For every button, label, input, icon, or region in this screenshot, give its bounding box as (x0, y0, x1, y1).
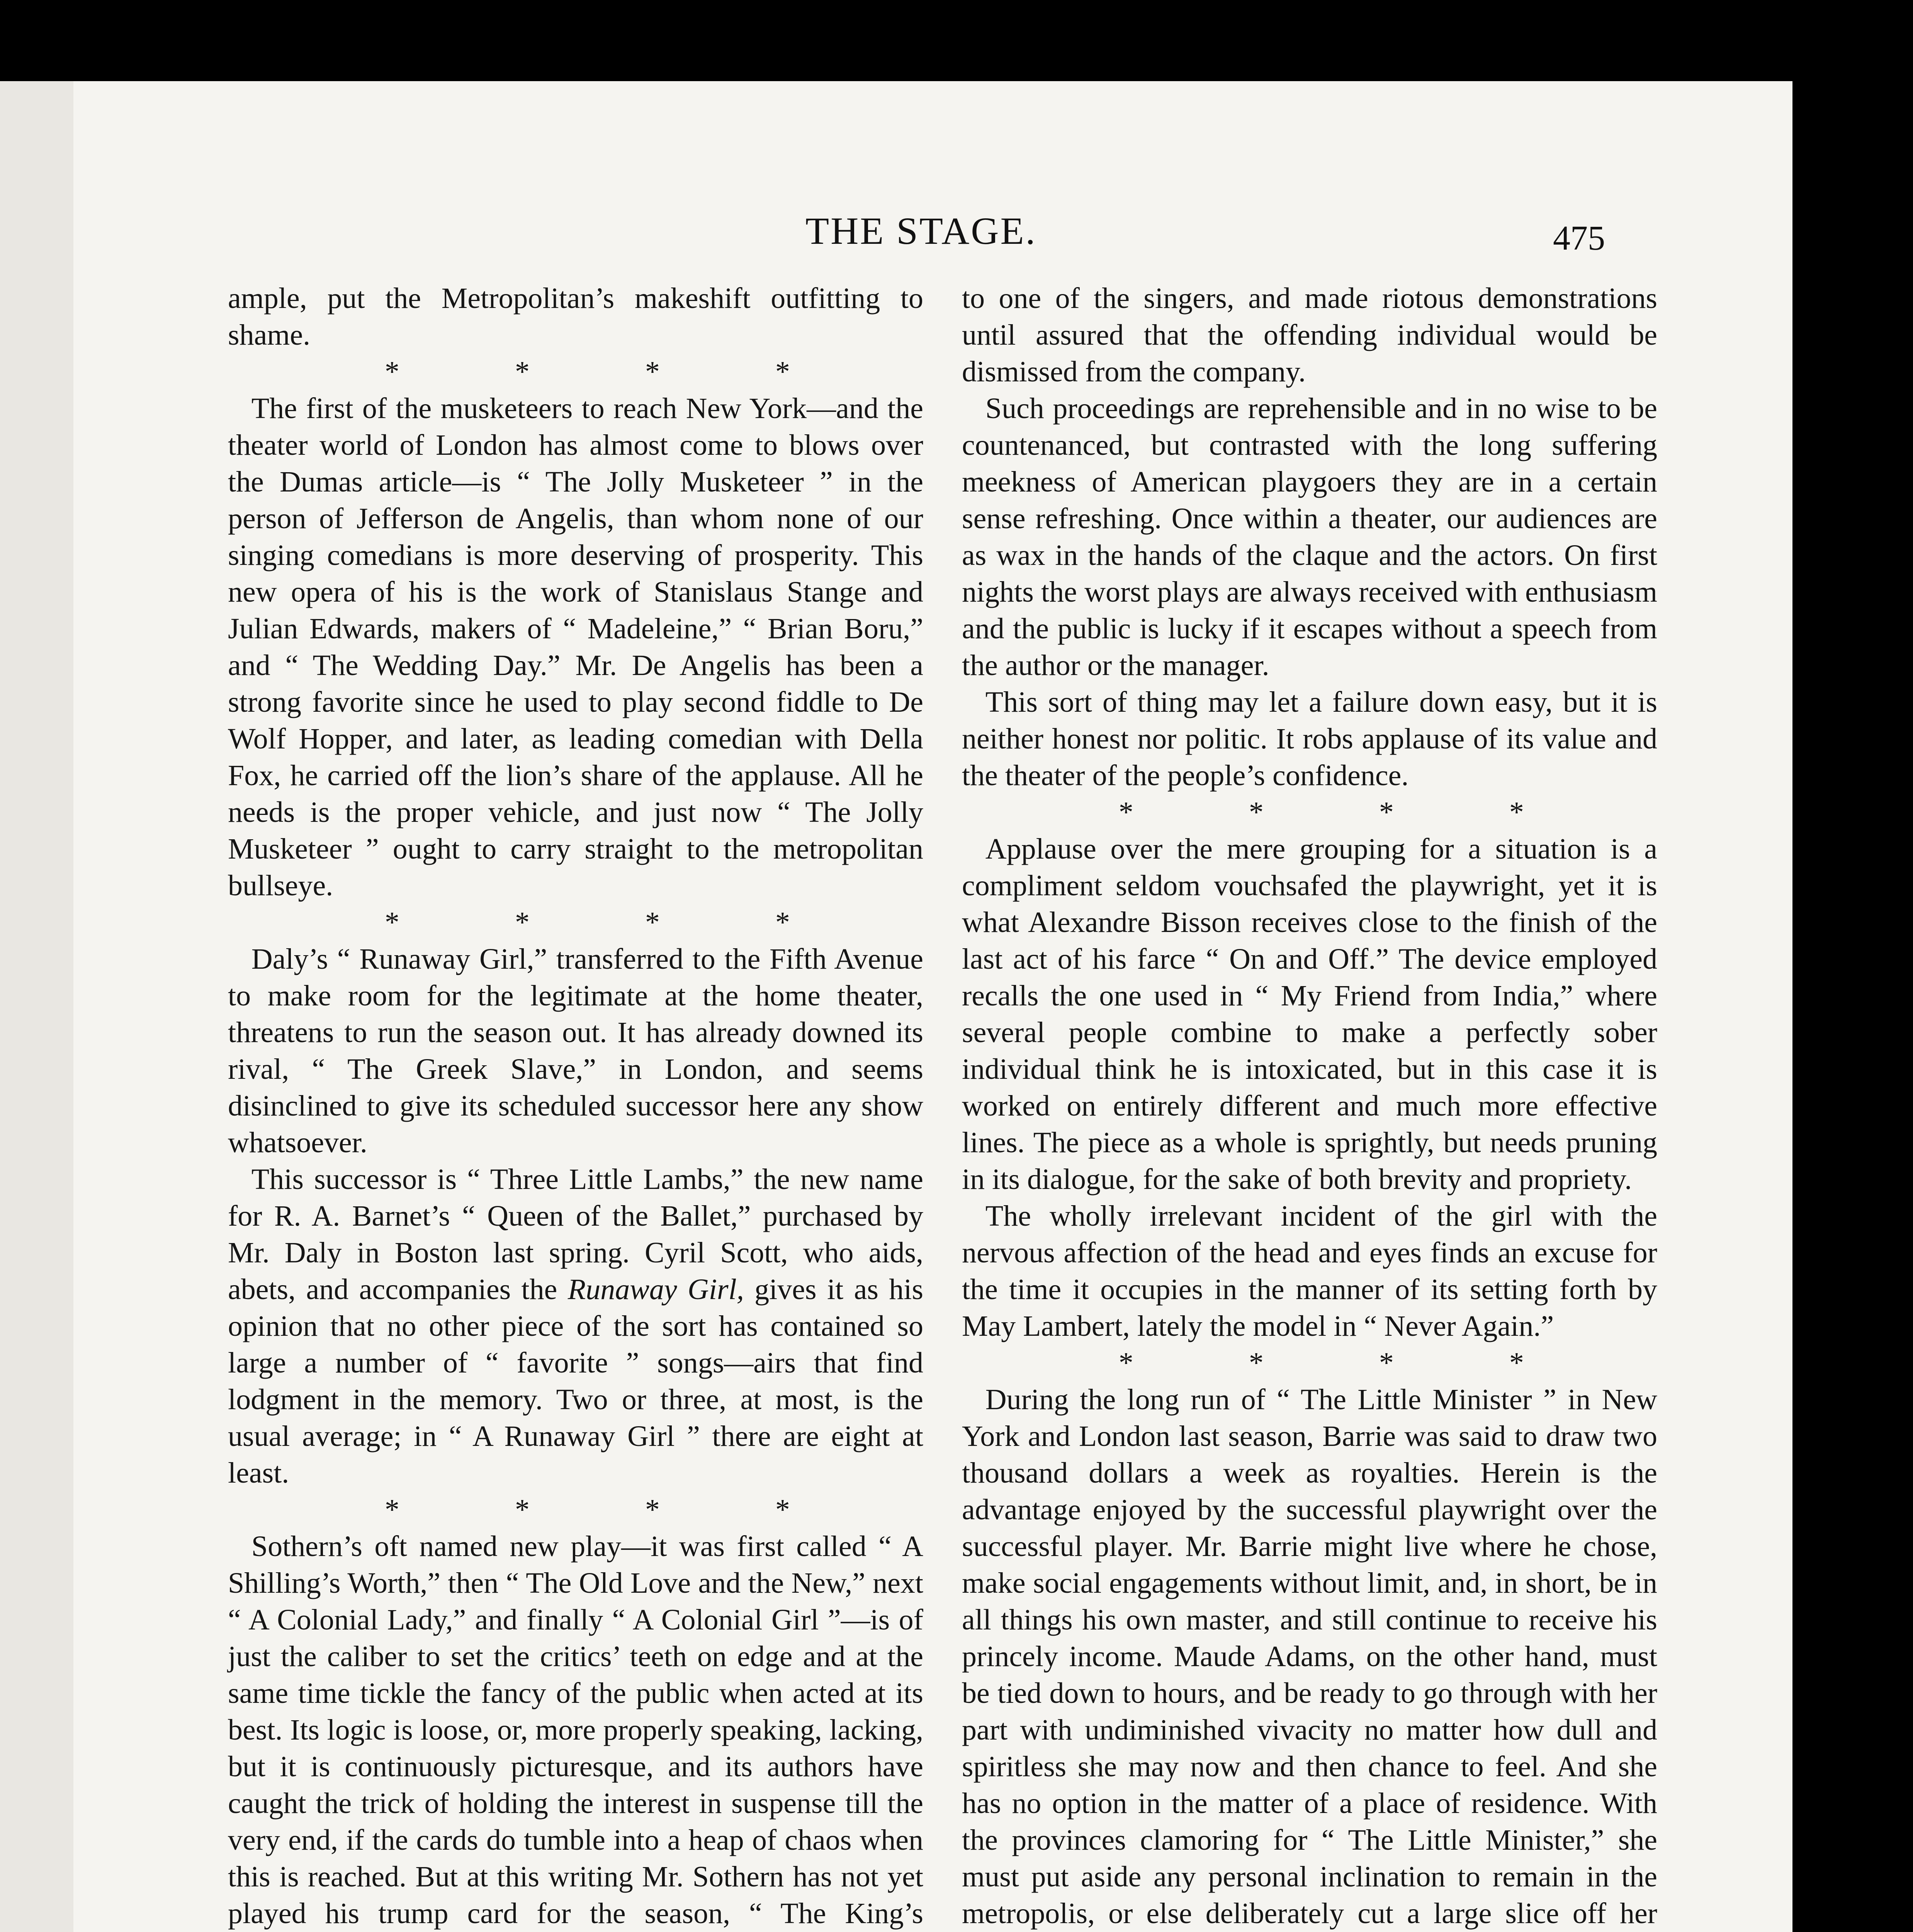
section-divider: * * * * (384, 355, 844, 388)
right-column (962, 280, 1657, 1932)
section-divider: * * * * (1118, 796, 1578, 828)
paragraph: The first of the musketeers to reach New York—and the theater world of London has almost come to blows over the Dumas article—is “ The Jolly Musketeer ” in the person of Jefferson de Angelis, than whom none of our singing comedians is more deserving of prosperity. This new opera of his is the work of Stanislaus Stange and Julian Edwards, makers of “ Madeleine,” “ Brian Boru,” and “ The Wedding Day.” Mr. De Angelis has been a strong favorite since he used to play second fiddle to De Wolf Hopper, and later, as leading comedian with Della Fox, he carried off the lion’s share of the applause. All he needs is the proper vehicle, and just now “ The Jolly Musketeer ” ought to carry straight to the metropolitan bullseye. (228, 392, 923, 902)
italic-title: Runaway Girl, (567, 1273, 744, 1306)
paragraph: ample, put the Metropolitan’s makeshift outfitting to shame. (228, 282, 923, 351)
paragraph: Such proceedings are reprehensible and in no wise to be countenanced, but contrasted with the long suffering meekness of American playgoers they are in a certain sense refreshing. Once within a theater, our audiences are as wax in the hands of the claque and the actors. On first nights the worst plays are always received with enthusiasm and the public is lucky if it escapes without a speech from the author or the manager. (962, 392, 1657, 682)
paragraph-text: gives it as his opinion that no other piece of the sort has contained so large a number of “ favorite ” songs—airs that find lodgment in the memory. Two or three, at most, is the usual average; in “ A Runaway Girl ” there are eight at least. (228, 1273, 923, 1489)
left-column (228, 280, 923, 1932)
magazine-page (73, 81, 1792, 1932)
paragraph: to one of the singers, and made riotous demonstrations until assured that the offending individual would be dismissed from the company. (962, 282, 1657, 388)
section-divider: * * * * (384, 1493, 844, 1526)
paragraph: Sothern’s oft named new play—it was first called “ A Shilling’s Worth,” then “ The Old Love and the New,” next “ A Colonial Lady,” and finally “ A Colonial Girl ”—is of just the caliber to set the critics’ teeth on edge and at the same time tickle the fancy of the public when acted at its best. Its logic is loose, or, more properly speaking, lacking, but it is continuously picturesque, and its authors have caught the trick of holding the interest in suspense till the very end, if the cards do tumble into a heap of chaos when this is reached. But at this writing Mr. Sothern has not yet played his trump card for the season, “ The King’s (228, 1530, 923, 1930)
paragraph: This sort of thing may let a failure down easy, but it is neither honest nor politic. It robs applause of its value and the theater of the people’s confidence. (962, 686, 1657, 792)
section-divider: * * * * (1118, 1347, 1578, 1379)
facing-page-edge (0, 81, 77, 1932)
section-divider: * * * * (384, 906, 844, 939)
running-head: THE STAGE. (805, 209, 1037, 252)
page-header (73, 209, 1792, 270)
paragraph-text: This successor is “ Three Little Lambs,” the new name for R. A. Barnet’s “ Queen of the Ballet,” purchased by Mr. Daly in Boston last spring. Cyril Scott, who aids, abets, and accompanies the (228, 1163, 923, 1306)
paragraph: Applause over the mere grouping for a situation is a compliment seldom vouchsafed the playwright, yet it is what Alexandre Bisson receives close to the finish of the last act of his farce “ On and Off.” The device employed recalls the one used in “ My Friend from India,” where several people combine to make a perfectly sober individual think he is intoxicated, but in this case it is worked on entirely different and much more effective lines. The piece as a whole is sprightly, but needs pruning in its dialogue, for the sake of both brevity and propriety. (962, 833, 1657, 1196)
paragraph: During the long run of “ The Little Minister ” in New York and London last season, Barrie was said to draw two thousand dollars a week as royalties. Herein is the advantage enjoyed by the successful playwright over the successful player. Mr. Barrie might live where he chose, make social engagements without limit, and, in short, be in all things his own master, and still continue to receive his princely income. Maude Adams, on the other hand, must be tied down to hours, and be ready to go through with her part with undiminished vivacity no matter how dull and spiritless she may now and then chance to feel. And she has no option in the matter of a place of residence. With the provinces clamoring for “ The Little Minister,” she must put aside any personal inclination to remain in the metropolis, or else deliberately cut a large slice off her (962, 1383, 1657, 1930)
page-number: 475 (1553, 219, 1605, 257)
paragraph (228, 1161, 923, 1492)
paragraph: The wholly irrelevant incident of the girl with the nervous affection of the head and eyes finds an excuse for the time it occupies in the manner of its setting forth by May Lambert, lately the model in “ Never Again.” (962, 1200, 1657, 1342)
paragraph: Daly’s “ Runaway Girl,” transferred to the Fifth Avenue to make room for the legitimate at the home theater, threatens to run the season out. It has already downed its rival, “ The Greek Slave,” in London, and seems disinclined to give its scheduled successor here any show whatsoever. (228, 943, 923, 1159)
